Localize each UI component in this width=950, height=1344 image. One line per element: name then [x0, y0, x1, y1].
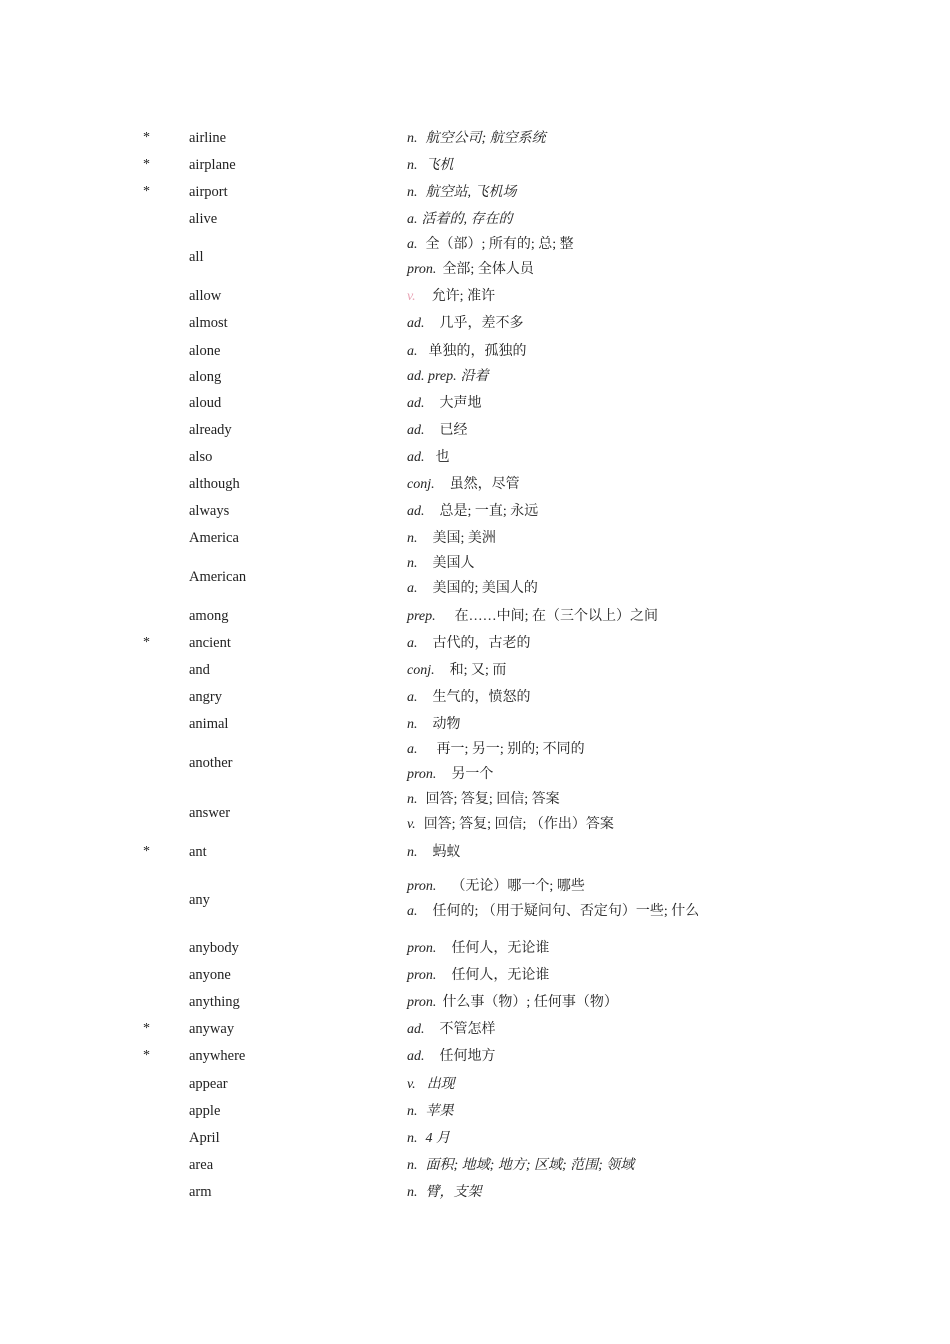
sense-line — [407, 967, 549, 985]
part-of-speech: pron. — [407, 968, 437, 983]
sense-line — [407, 211, 513, 229]
headword: already — [189, 422, 232, 438]
part-of-speech: n. — [407, 792, 418, 807]
definition: 臂，支架 — [425, 1185, 482, 1200]
definition: 全（部）; 所有的; 总; 整 — [425, 237, 574, 252]
definition: 另一个 — [451, 767, 494, 782]
sense-line — [407, 816, 614, 834]
sense-line — [407, 368, 489, 386]
definition: 和; 又; 而 — [449, 663, 507, 678]
headword: appear — [189, 1076, 228, 1092]
sense-line — [407, 580, 538, 598]
part-of-speech: ad. — [407, 450, 425, 465]
definition: 回答; 答复; 回信; （作出）答案 — [423, 817, 614, 832]
definition: 美国人 — [432, 556, 475, 571]
headword: anyone — [189, 967, 231, 983]
part-of-speech: a. — [407, 237, 418, 252]
definition: 任何地方 — [439, 1049, 496, 1064]
sense-line — [407, 1103, 454, 1121]
part-of-speech: ad. prep. — [407, 369, 457, 384]
star-marker: * — [143, 1048, 150, 1063]
headword: airline — [189, 130, 227, 146]
definition: 生气的，愤怒的 — [432, 690, 531, 705]
definition: 大声地 — [439, 396, 482, 411]
headword: airplane — [189, 157, 236, 173]
definition: 在……中间; 在（三个以上）之间 — [454, 609, 659, 624]
sense-line — [407, 395, 482, 413]
part-of-speech: n. — [407, 717, 418, 732]
headword: answer — [189, 805, 231, 821]
definition: 几乎，差不多 — [439, 316, 524, 331]
part-of-speech: pron. — [407, 767, 437, 782]
part-of-speech: pron. — [407, 995, 437, 1010]
definition: 不管怎样 — [439, 1022, 496, 1037]
star-marker: * — [143, 635, 150, 650]
headword: always — [189, 503, 230, 519]
part-of-speech: a. — [407, 581, 418, 596]
definition: 苹果 — [425, 1104, 454, 1119]
definition: 古代的，古老的 — [432, 636, 531, 651]
headword: American — [189, 569, 247, 585]
part-of-speech: conj. — [407, 663, 435, 678]
definition: 虽然，尽管 — [449, 477, 520, 492]
sense-line — [407, 343, 527, 361]
headword: anybody — [189, 940, 239, 956]
part-of-speech: n. — [407, 1185, 418, 1200]
headword: America — [189, 530, 239, 546]
part-of-speech: prep. — [407, 609, 436, 624]
sense-line — [407, 608, 658, 626]
part-of-speech: a. — [407, 212, 418, 227]
sense-line — [407, 530, 496, 548]
sense-line — [407, 940, 549, 958]
part-of-speech: ad. — [407, 316, 425, 331]
part-of-speech: n. — [407, 131, 418, 146]
definition: 活着的, 存在的 — [421, 212, 513, 227]
part-of-speech: v. — [407, 817, 416, 832]
definition: 已经 — [439, 423, 468, 438]
sense-line — [407, 503, 538, 521]
sense-line — [407, 236, 574, 254]
headword: almost — [189, 315, 228, 331]
sense-line — [407, 635, 531, 653]
sense-line — [407, 130, 546, 148]
definition: 面积; 地域; 地方; 区域; 范围; 领域 — [425, 1158, 635, 1173]
definition: 美国的; 美国人的 — [432, 581, 538, 596]
sense-line — [407, 157, 454, 175]
part-of-speech: v. — [407, 289, 416, 304]
headword: although — [189, 476, 240, 492]
part-of-speech: n. — [407, 185, 418, 200]
headword: all — [189, 249, 204, 265]
sense-line — [407, 1048, 496, 1066]
star-marker: * — [143, 1021, 150, 1036]
sense-line — [407, 766, 493, 784]
headword: among — [189, 608, 229, 624]
sense-line — [407, 555, 475, 573]
sense-line — [407, 689, 531, 707]
part-of-speech: a. — [407, 344, 418, 359]
definition: 动物 — [432, 717, 461, 732]
part-of-speech: ad. — [407, 504, 425, 519]
part-of-speech: n. — [407, 158, 418, 173]
definition: 单独的，孤独的 — [428, 344, 527, 359]
sense-line — [407, 1184, 482, 1202]
sense-line — [407, 662, 506, 680]
sense-line — [407, 184, 517, 202]
headword: and — [189, 662, 210, 678]
part-of-speech: pron. — [407, 262, 437, 277]
part-of-speech: ad. — [407, 1049, 425, 1064]
sense-line — [407, 791, 560, 809]
headword: anywhere — [189, 1048, 246, 1064]
headword: aloud — [189, 395, 222, 411]
headword: angry — [189, 689, 223, 705]
sense-line — [407, 994, 618, 1012]
part-of-speech: n. — [407, 1131, 418, 1146]
definition: 飞机 — [425, 158, 454, 173]
headword: ancient — [189, 635, 231, 651]
sense-line — [407, 288, 495, 306]
sense-line — [407, 1021, 496, 1039]
headword: allow — [189, 288, 222, 304]
definition: 全部; 全体人员 — [442, 262, 534, 277]
part-of-speech: ad. — [407, 396, 425, 411]
headword: apple — [189, 1103, 221, 1119]
definition: 美国; 美洲 — [432, 531, 496, 546]
headword: airport — [189, 184, 228, 200]
definition: 再一; 另一; 别的; 不同的 — [436, 742, 585, 757]
part-of-speech: a. — [407, 904, 418, 919]
sense-line — [407, 261, 534, 279]
definition: 沿着 — [460, 369, 489, 384]
part-of-speech: ad. — [407, 423, 425, 438]
sense-line — [407, 422, 468, 440]
sense-line — [407, 449, 450, 467]
sense-line — [407, 476, 520, 494]
star-marker: * — [143, 184, 150, 199]
headword: any — [189, 892, 210, 908]
definition: 任何的; （用于疑问句、否定句）一些; 什么 — [432, 904, 700, 919]
sense-line — [407, 903, 699, 921]
star-marker: * — [143, 157, 150, 172]
headword: also — [189, 449, 213, 465]
sense-line — [407, 1076, 455, 1094]
part-of-speech: conj. — [407, 477, 435, 492]
part-of-speech: a. — [407, 636, 418, 651]
definition: 航空站, 飞机场 — [425, 185, 517, 200]
part-of-speech: ad. — [407, 1022, 425, 1037]
part-of-speech: n. — [407, 531, 418, 546]
definition: 蚂蚁 — [432, 845, 461, 860]
part-of-speech: pron. — [407, 941, 437, 956]
headword: area — [189, 1157, 214, 1173]
definition: 4 月 — [425, 1131, 450, 1146]
definition: 航空公司; 航空系统 — [425, 131, 546, 146]
definition: 总是; 一直; 永远 — [439, 504, 539, 519]
sense-line — [407, 844, 461, 862]
part-of-speech: a. — [407, 690, 418, 705]
sense-line — [407, 1157, 634, 1175]
definition: 出现 — [426, 1077, 455, 1092]
part-of-speech: n. — [407, 845, 418, 860]
sense-line — [407, 315, 524, 333]
headword: along — [189, 369, 222, 385]
part-of-speech: pron. — [407, 879, 437, 894]
part-of-speech: n. — [407, 1158, 418, 1173]
star-marker: * — [143, 130, 150, 145]
definition: 回答; 答复; 回信; 答案 — [425, 792, 560, 807]
headword: anything — [189, 994, 240, 1010]
definition: 也 — [435, 450, 450, 465]
definition: 任何人，无论谁 — [451, 941, 550, 956]
headword: alive — [189, 211, 218, 227]
headword: animal — [189, 716, 229, 732]
part-of-speech: v. — [407, 1077, 416, 1092]
sense-line — [407, 878, 585, 896]
headword: anyway — [189, 1021, 235, 1037]
definition: 什么事（物）; 任何事（物） — [442, 995, 618, 1010]
part-of-speech: n. — [407, 1104, 418, 1119]
headword: arm — [189, 1184, 212, 1200]
part-of-speech: n. — [407, 556, 418, 571]
star-marker: * — [143, 844, 150, 859]
definition: （无论）哪一个; 哪些 — [451, 879, 585, 894]
headword: ant — [189, 844, 207, 860]
definition: 允许; 准许 — [431, 289, 496, 304]
headword: alone — [189, 343, 221, 359]
definition: 任何人，无论谁 — [451, 968, 550, 983]
sense-line — [407, 716, 461, 734]
headword: another — [189, 755, 233, 771]
sense-line — [407, 1130, 450, 1148]
part-of-speech: a. — [407, 742, 418, 757]
sense-line — [407, 741, 585, 759]
headword: April — [189, 1130, 220, 1146]
